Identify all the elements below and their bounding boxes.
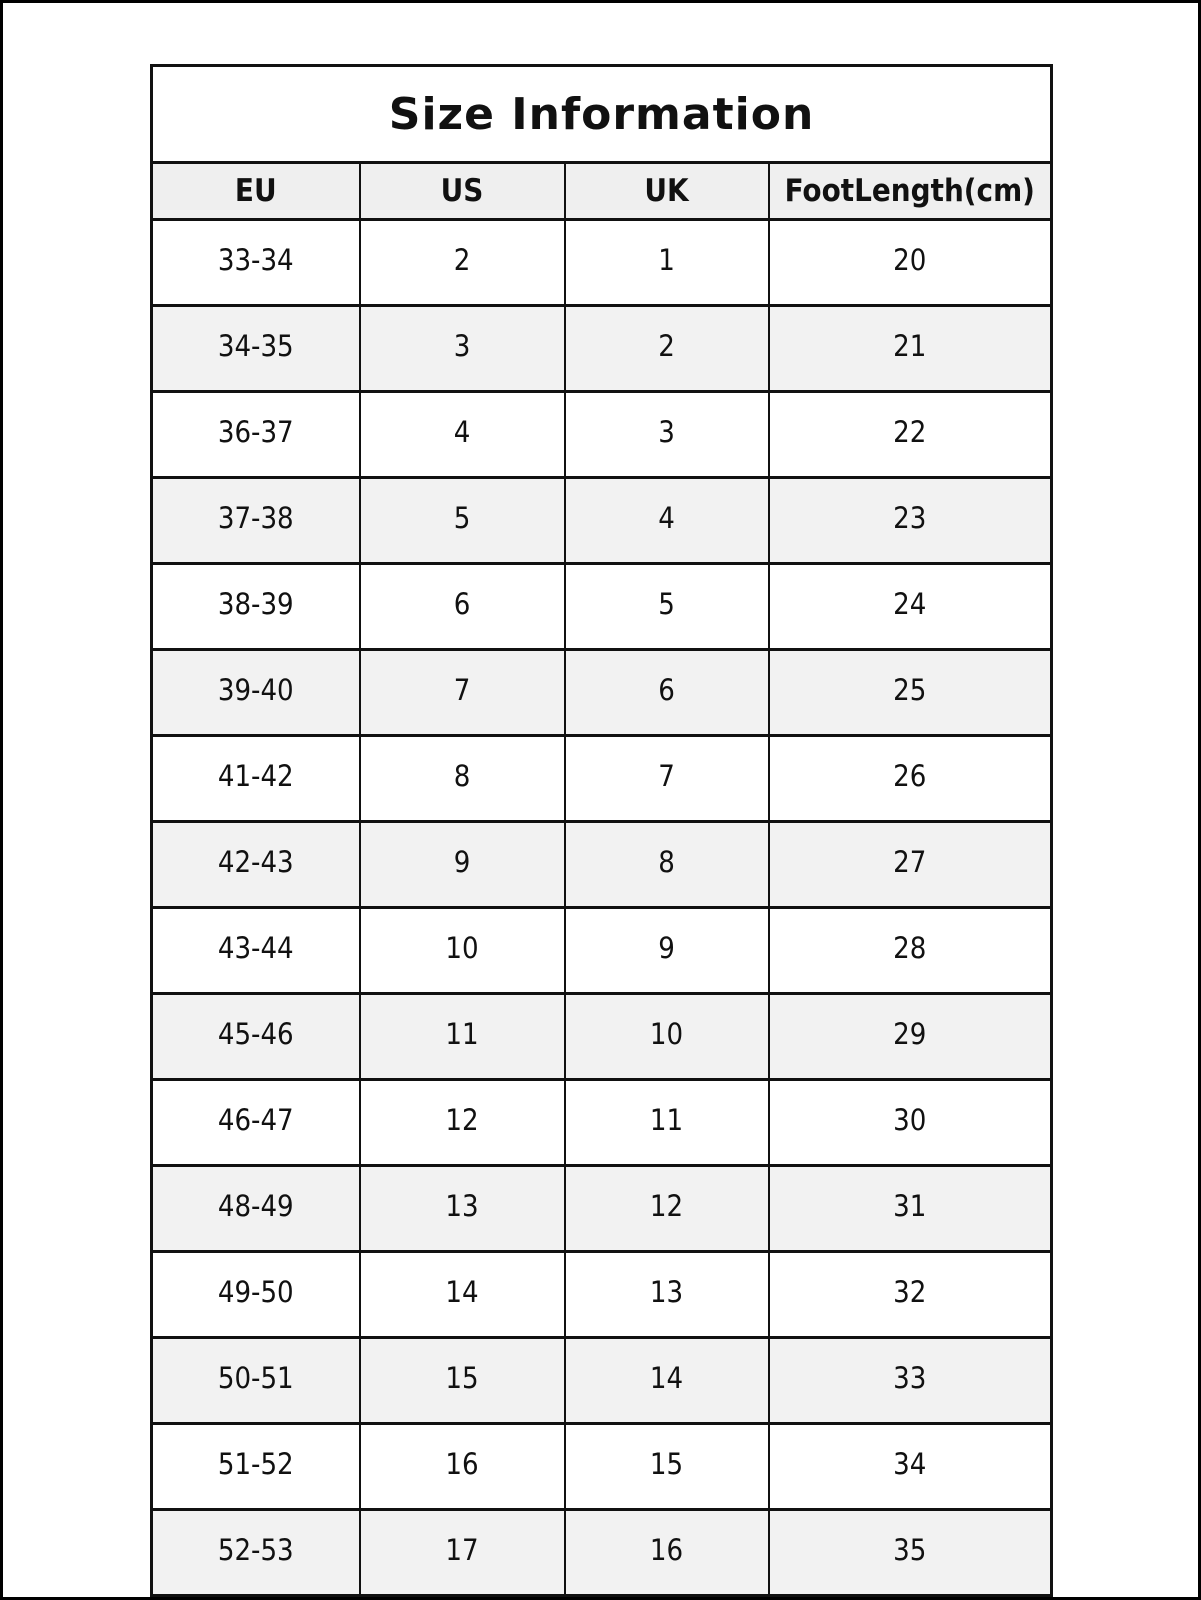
table-row [152, 1338, 1052, 1424]
table-cell: 50-51 [152, 1338, 360, 1424]
table-cell: 9 [360, 822, 565, 908]
table-cell: 15 [565, 1424, 769, 1510]
table-cell: 12 [565, 1166, 769, 1252]
table-cell: 14 [360, 1252, 565, 1338]
title-row [152, 66, 1052, 163]
table-row [152, 1510, 1052, 1596]
table-row [152, 1080, 1052, 1166]
table-cell: 3 [360, 306, 565, 392]
table-cell: 42-43 [152, 822, 360, 908]
table-cell: 48-49 [152, 1166, 360, 1252]
table-cell: 31 [769, 1166, 1052, 1252]
table-cell: 6 [565, 650, 769, 736]
table-cell: 51-52 [152, 1424, 360, 1510]
table-row [152, 908, 1052, 994]
table-row [152, 1166, 1052, 1252]
table-cell: 34 [769, 1424, 1052, 1510]
table-cell: 33-34 [152, 220, 360, 306]
table-cell: 16 [360, 1424, 565, 1510]
table-cell: 21 [769, 306, 1052, 392]
table-cell: 10 [360, 908, 565, 994]
table-cell: 4 [565, 478, 769, 564]
table-cell: 8 [360, 736, 565, 822]
table-row [152, 994, 1052, 1080]
table-cell: 8 [565, 822, 769, 908]
table-row [152, 736, 1052, 822]
table-cell: 7 [565, 736, 769, 822]
table-row [152, 220, 1052, 306]
table-cell: 36-37 [152, 392, 360, 478]
table-cell: 35 [769, 1510, 1052, 1596]
column-header: US [360, 163, 565, 220]
table-cell: 15 [360, 1338, 565, 1424]
size-table-body [152, 220, 1052, 1596]
table-cell: 6 [360, 564, 565, 650]
table-cell: 43-44 [152, 908, 360, 994]
table-cell: 30 [769, 1080, 1052, 1166]
table-cell: 4 [360, 392, 565, 478]
table-row [152, 650, 1052, 736]
table-cell: 27 [769, 822, 1052, 908]
table-cell: 3 [565, 392, 769, 478]
table-cell: 14 [565, 1338, 769, 1424]
table-cell: 20 [769, 220, 1052, 306]
table-cell: 7 [360, 650, 565, 736]
table-cell: 39-40 [152, 650, 360, 736]
table-cell: 52-53 [152, 1510, 360, 1596]
column-header: UK [565, 163, 769, 220]
table-cell: 17 [360, 1510, 565, 1596]
table-cell: 33 [769, 1338, 1052, 1424]
table-cell: 32 [769, 1252, 1052, 1338]
table-cell: 2 [565, 306, 769, 392]
table-cell: 10 [565, 994, 769, 1080]
table-cell: 46-47 [152, 1080, 360, 1166]
table-cell: 2 [360, 220, 565, 306]
size-table [150, 64, 1053, 1597]
table-cell: 25 [769, 650, 1052, 736]
table-cell: 28 [769, 908, 1052, 994]
table-row [152, 1252, 1052, 1338]
header-row [152, 163, 1052, 220]
table-row [152, 822, 1052, 908]
table-cell: 38-39 [152, 564, 360, 650]
table-title: Size Information [152, 66, 1052, 163]
table-cell: 34-35 [152, 306, 360, 392]
table-cell: 45-46 [152, 994, 360, 1080]
table-cell: 13 [565, 1252, 769, 1338]
table-row [152, 392, 1052, 478]
table-cell: 1 [565, 220, 769, 306]
table-cell: 26 [769, 736, 1052, 822]
table-row [152, 564, 1052, 650]
table-cell: 37-38 [152, 478, 360, 564]
table-cell: 16 [565, 1510, 769, 1596]
table-cell: 12 [360, 1080, 565, 1166]
table-cell: 41-42 [152, 736, 360, 822]
table-cell: 23 [769, 478, 1052, 564]
table-cell: 22 [769, 392, 1052, 478]
table-cell: 9 [565, 908, 769, 994]
table-row [152, 478, 1052, 564]
table-cell: 13 [360, 1166, 565, 1252]
table-cell: 49-50 [152, 1252, 360, 1338]
table-cell: 24 [769, 564, 1052, 650]
table-row [152, 306, 1052, 392]
table-cell: 5 [565, 564, 769, 650]
column-header: FootLength(cm) [769, 163, 1052, 220]
table-cell: 5 [360, 478, 565, 564]
table-cell: 29 [769, 994, 1052, 1080]
table-row [152, 1424, 1052, 1510]
column-header: EU [152, 163, 360, 220]
table-cell: 11 [565, 1080, 769, 1166]
table-cell: 11 [360, 994, 565, 1080]
